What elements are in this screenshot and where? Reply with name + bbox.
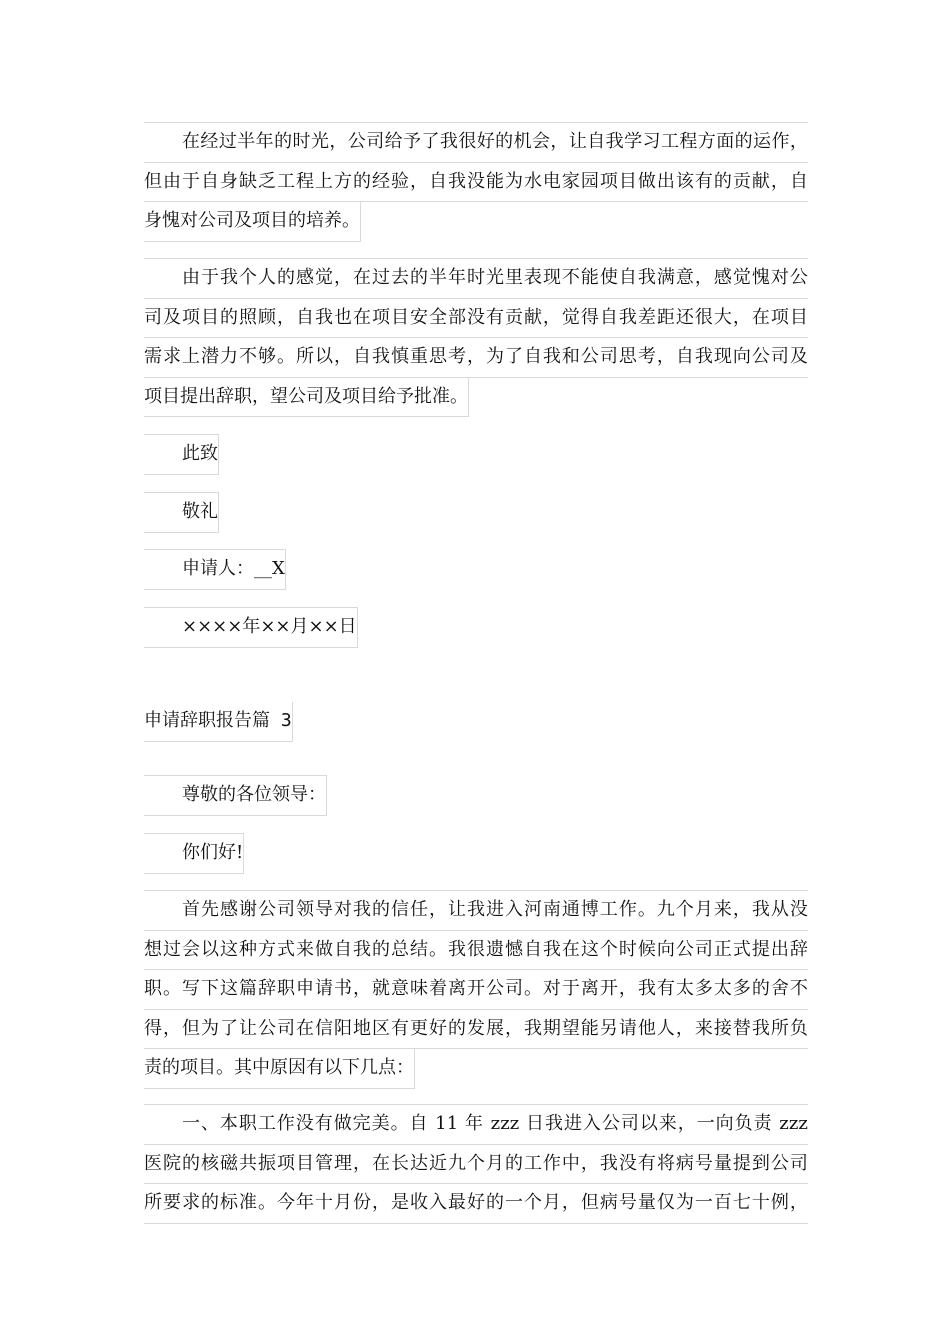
applicant-line — [144, 549, 808, 590]
paragraph-line: 一、本职工作没有做完美。自 11 年 zzz 日我进入公司以来，一向负责 zzz — [144, 1104, 808, 1145]
paragraph-line: 得，但为了让公司在信阳地区有更好的发展，我期望能另请他人，来接替我所负 — [144, 1010, 808, 1050]
closing-ci-zhi — [144, 434, 808, 475]
paragraph-line: 但由于自身缺乏工程上方的经验，自我没能为水电家园项目做出该有的贡献，自 — [144, 163, 808, 203]
date-line — [144, 607, 808, 648]
closing-jing-li — [144, 492, 808, 533]
closing-jing-li-text: 敬礼 — [144, 492, 219, 533]
paragraph-line: 司及项目的照顾，自我也在项目安全部没有贡献，觉得自我差距还很大，在项目 — [144, 299, 808, 339]
section-paragraph-1 — [144, 890, 808, 1089]
paragraph-line: 想过会以这种方式来做自我的总结。我很遗憾自我在这个时候向公司正式提出辞 — [144, 931, 808, 971]
paragraph-line: 责的项目。其中原因有以下几点： — [144, 1049, 415, 1089]
paragraph-line: 医院的核磁共振项目管理，在长达近九个月的工作中，我没有将病号量提到公司 — [144, 1145, 808, 1185]
applicant-text: 申请人：__X — [144, 549, 286, 590]
paragraph-2 — [144, 258, 808, 417]
paragraph-line: 项目提出辞职，望公司及项目给予批准。 — [144, 378, 469, 418]
paragraph-line: 由于我个人的感觉，在过去的半年时光里表现不能使自我满意，感觉愧对公 — [144, 258, 808, 299]
paragraph-line: 需求上潜力不够。所以，自我慎重思考，为了自我和公司思考，自我现向公司及 — [144, 338, 808, 378]
paragraph-line: 在经过半年的时光，公司给予了我很好的机会，让自我学习工程方面的运作， — [144, 122, 808, 163]
greeting — [144, 833, 808, 874]
salutation — [144, 775, 808, 816]
section-heading-text: 申请辞职报告篇 3 — [144, 702, 293, 742]
paragraph-line: 身愧对公司及项目的培养。 — [144, 202, 361, 242]
closing-ci-zhi-text: 此致 — [144, 434, 219, 475]
paragraph-line: 所要求的标准。今年十月份，是收入最好的一个月，但病号量仅为一百七十例， — [144, 1184, 808, 1224]
greeting-text: 你们好! — [144, 833, 244, 874]
section-heading — [144, 702, 808, 742]
paragraph-1 — [144, 122, 808, 242]
section-paragraph-2 — [144, 1104, 808, 1224]
salutation-text: 尊敬的各位领导： — [144, 775, 327, 816]
paragraph-line: 职。写下这篇辞职申请书，就意味着离开公司。对于离开，我有太多太多的舍不 — [144, 970, 808, 1010]
paragraph-line: 首先感谢公司领导对我的信任，让我进入河南通博工作。九个月来，我从没 — [144, 890, 808, 931]
date-text: ××××年××月××日 — [144, 607, 358, 648]
